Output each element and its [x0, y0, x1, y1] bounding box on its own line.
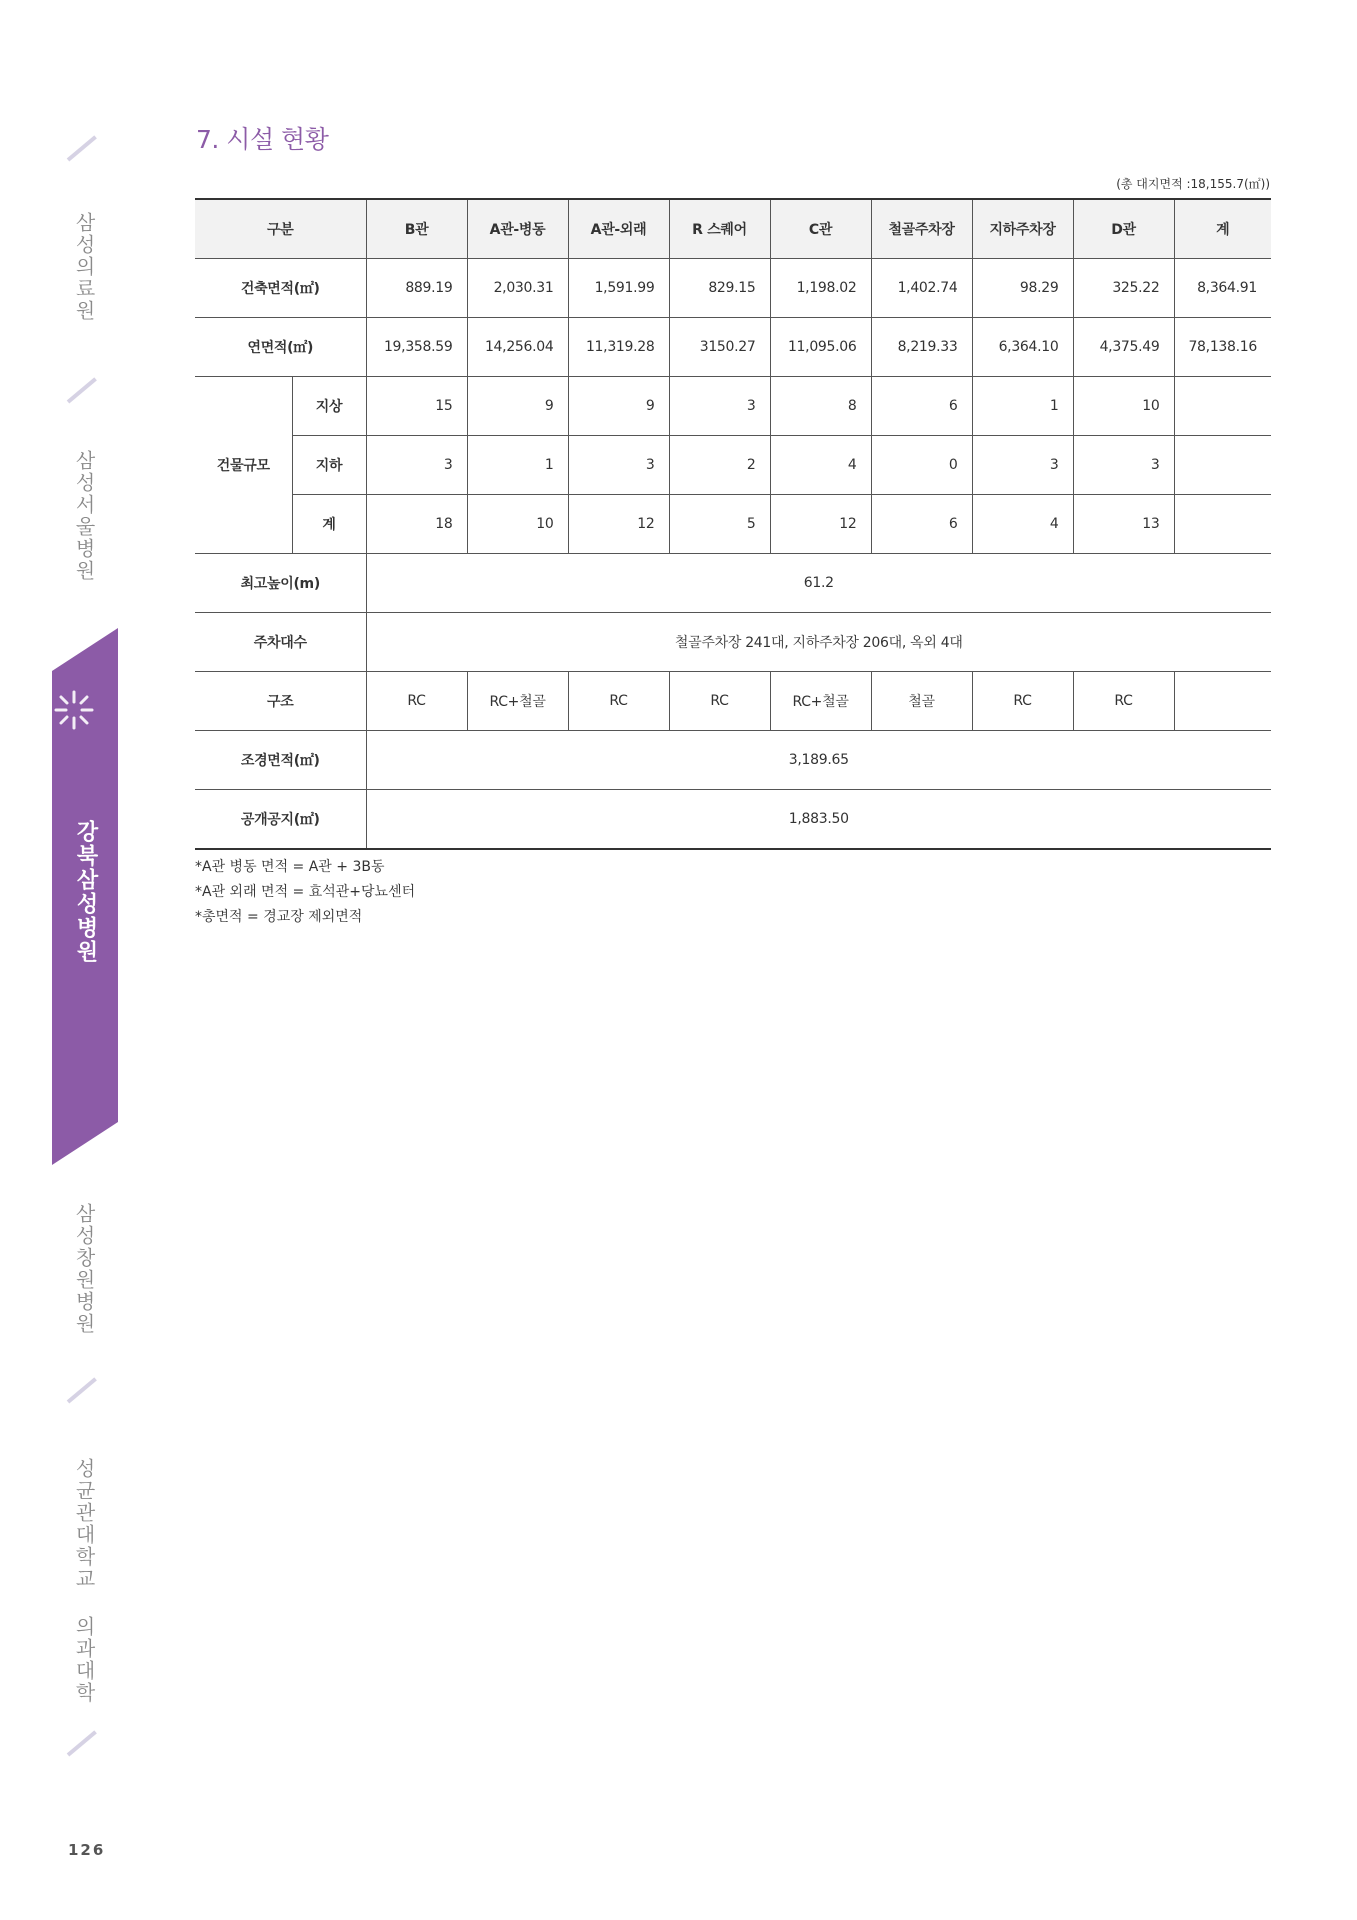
table-row-landscape-area: [195, 731, 1271, 790]
header-cell: D관: [1073, 199, 1174, 259]
row-label: 조경면적(㎡): [195, 731, 366, 790]
row-label: 최고높이(m): [195, 554, 366, 613]
starburst-icon: [52, 688, 96, 732]
header-cell-category: 구분: [195, 199, 366, 259]
nav-item-samsung-changwon-hospital[interactable]: 삼성창원병원: [72, 1203, 96, 1335]
header-cell: 지하주차장: [972, 199, 1073, 259]
table-cell: 3: [1073, 436, 1174, 495]
table-cell: 11,319.28: [568, 318, 669, 377]
table-cell: [1174, 377, 1271, 436]
nav-divider: [67, 377, 97, 403]
table-cell: 829.15: [669, 259, 770, 318]
table-cell: 8: [770, 377, 871, 436]
table-cell: RC: [972, 672, 1073, 731]
table-cell: 4: [972, 495, 1073, 554]
table-cell: 14,256.04: [467, 318, 568, 377]
table-cell: 8,364.91: [1174, 259, 1271, 318]
table-cell: 1,198.02: [770, 259, 871, 318]
table-cell: 12: [568, 495, 669, 554]
table-cell: 12: [770, 495, 871, 554]
table-cell: 3: [366, 436, 467, 495]
table-cell: 15: [366, 377, 467, 436]
table-cell-merged: 1,883.50: [366, 790, 1271, 850]
table-cell: 3150.27: [669, 318, 770, 377]
table-cell: 78,138.16: [1174, 318, 1271, 377]
table-cell-merged: 61.2: [366, 554, 1271, 613]
nav-item-skku-medicine[interactable]: 성균관대학교 의과대학: [72, 1458, 96, 1704]
table-row-floors-total: [195, 495, 1271, 554]
table-cell: 6,364.10: [972, 318, 1073, 377]
table-header-row: [195, 199, 1271, 259]
nav-divider: [67, 135, 97, 161]
table-row-floor-area: [195, 318, 1271, 377]
table-cell: 5: [669, 495, 770, 554]
header-cell: C관: [770, 199, 871, 259]
header-cell: B관: [366, 199, 467, 259]
table-row-max-height: [195, 554, 1271, 613]
sub-row-label: 지하: [292, 436, 366, 495]
nav-item-samsung-medical-center[interactable]: 삼성의료원: [72, 212, 96, 322]
table-cell: RC+철골: [770, 672, 871, 731]
row-label: 건축면적(㎡): [195, 259, 366, 318]
table-cell: 2: [669, 436, 770, 495]
table-cell: 18: [366, 495, 467, 554]
table-cell: 1: [467, 436, 568, 495]
table-cell: RC: [1073, 672, 1174, 731]
table-row-public-space: [195, 790, 1271, 850]
table-cell: 9: [568, 377, 669, 436]
header-cell: R 스퀘어: [669, 199, 770, 259]
row-label: 공개공지(㎡): [195, 790, 366, 850]
footnote: *A관 외래 면적 = 효석관+당뇨센터: [195, 884, 416, 900]
table-cell: 1: [972, 377, 1073, 436]
table-cell: [1174, 495, 1271, 554]
table-cell: 0: [871, 436, 972, 495]
table-row-parking: [195, 613, 1271, 672]
table-cell: 889.19: [366, 259, 467, 318]
table-cell: 4,375.49: [1073, 318, 1174, 377]
footnote: *A관 병동 면적 = A관 + 3B동: [195, 859, 385, 875]
nav-divider: [67, 1377, 97, 1403]
table-row-structure: [195, 672, 1271, 731]
table-cell: [1174, 436, 1271, 495]
row-label: 구조: [195, 672, 366, 731]
nav-item-samsung-seoul-hospital[interactable]: 삼성서울병원: [72, 450, 96, 582]
nav-divider: [67, 1730, 97, 1756]
site-area-note: (총 대지면적 :18,155.7(㎡)): [1116, 177, 1270, 191]
row-label: 주차대수: [195, 613, 366, 672]
table-row-floors-below: [195, 436, 1271, 495]
header-cell: A관-병동: [467, 199, 568, 259]
section-title: 7. 시설 현황: [196, 125, 329, 154]
header-cell: A관-외래: [568, 199, 669, 259]
table-cell: 13: [1073, 495, 1174, 554]
table-cell: 4: [770, 436, 871, 495]
table-cell: [1174, 672, 1271, 731]
table-cell: 9: [467, 377, 568, 436]
table-cell: 10: [467, 495, 568, 554]
table-cell: 19,358.59: [366, 318, 467, 377]
row-label: 연면적(㎡): [195, 318, 366, 377]
header-cell: 철골주차장: [871, 199, 972, 259]
side-navigation: [0, 0, 130, 1920]
table-row-floors-above: [195, 377, 1271, 436]
sub-row-label: 지상: [292, 377, 366, 436]
table-cell: 3: [568, 436, 669, 495]
nav-item-kangbuk-samsung-hospital[interactable]: 강북삼성병원: [73, 820, 98, 964]
table-cell: 10: [1073, 377, 1174, 436]
footnote: *총면적 = 경교장 제외면적: [195, 909, 363, 925]
table-cell: 철골: [871, 672, 972, 731]
table-cell: RC: [669, 672, 770, 731]
table-cell: 6: [871, 495, 972, 554]
table-cell-merged: 철골주차장 241대, 지하주차장 206대, 옥외 4대: [366, 613, 1271, 672]
table-cell: 2,030.31: [467, 259, 568, 318]
table-cell: RC: [366, 672, 467, 731]
page-number: 126: [68, 1841, 106, 1859]
table-cell-merged: 3,189.65: [366, 731, 1271, 790]
table-cell: 8,219.33: [871, 318, 972, 377]
table-cell: 98.29: [972, 259, 1073, 318]
table-cell: 6: [871, 377, 972, 436]
table-cell: 1,591.99: [568, 259, 669, 318]
table-cell: 325.22: [1073, 259, 1174, 318]
table-cell: 11,095.06: [770, 318, 871, 377]
table-row-building-area: [195, 259, 1271, 318]
table-cell: 3: [669, 377, 770, 436]
table-cell: RC+철골: [467, 672, 568, 731]
facility-table: [195, 198, 1271, 850]
row-label-building-scale: 건물규모: [195, 377, 292, 554]
footnotes: [195, 855, 415, 930]
sub-row-label: 계: [292, 495, 366, 554]
table-cell: RC: [568, 672, 669, 731]
header-cell: 계: [1174, 199, 1271, 259]
table-cell: 1,402.74: [871, 259, 972, 318]
table-cell: 3: [972, 436, 1073, 495]
